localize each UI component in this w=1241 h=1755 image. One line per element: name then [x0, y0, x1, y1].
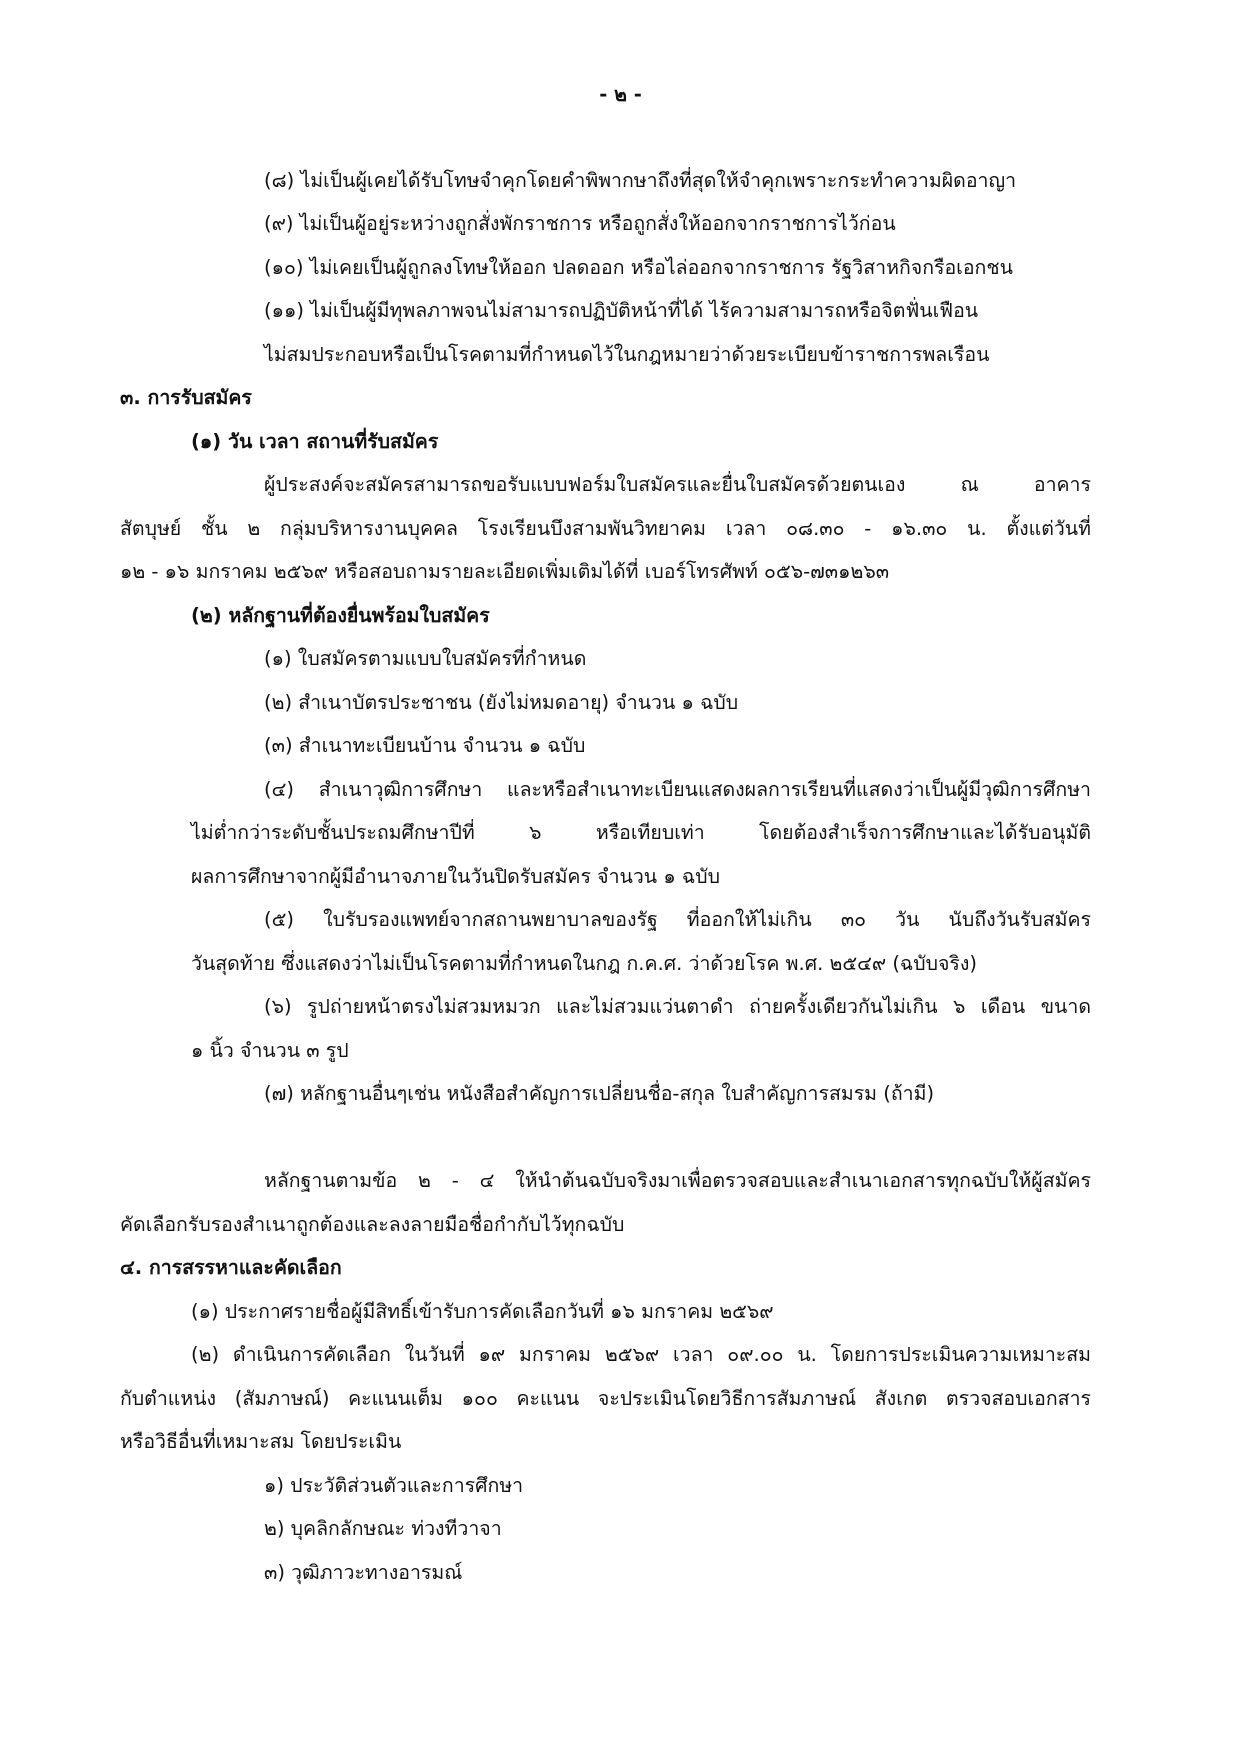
- qualification-item: (๑๐) ไม่เคยเป็นผู้ถูกลงโทษให้ออก ปลดออก หรือไล่ออกจากราชการ รัฐวิสาหกิจกรือเอกชน: [264, 256, 1013, 279]
- document-item: (๕) ใบรับรองแพทย์จากสถานพยาบาลของรัฐ ที่ออกให้ไม่เกิน ๓๐ วัน นับถึงวันรับสมัคร: [264, 908, 1091, 931]
- document-item-continuation: ไม่ต่ำกว่าระดับชั้นประถมศึกษาปีที่ ๖ หรือเทียบเท่า โดยต้องสำเร็จการศึกษาและได้รับอนุมัติ: [191, 821, 1091, 844]
- qualification-item: (๙) ไม่เป็นผู้อยู่ระหว่างถูกสั่งพักราชการ หรือถูกสั่งให้ออกจากราชการไว้ก่อน: [264, 212, 896, 235]
- document-item-continuation: ผลการศึกษาจากผู้มีอำนาจภายในวันปิดรับสมัคร จำนวน ๑ ฉบับ: [191, 865, 720, 888]
- document-item: (๒) สำเนาบัตรประชาชน (ยังไม่หมดอายุ) จำนวน ๑ ฉบับ: [264, 691, 739, 714]
- document-item: (๗) หลักฐานอื่นๆเช่น หนังสือสำคัญการเปลี่ยนชื่อ-สกุล ใบสำคัญการสมรม (ถ้ามี): [264, 1082, 935, 1105]
- document-item-continuation: วันสุดท้าย ซึ่งแสดงว่าไม่เป็นโรคตามที่กำหนดในกฎ ก.ค.ศ. ว่าด้วยโรค พ.ศ. ๒๕๔๙ (ฉบับจริง): [191, 952, 977, 975]
- document-item: (๔) สำเนาวุฒิการศึกษา และหรือสำเนาทะเบียนแสดงผลการเรียนที่แสดงว่าเป็นผู้มีวุฒิการศึกษา: [264, 778, 1091, 801]
- qualification-item: (๘) ไม่เป็นผู้เคยได้รับโทษจำคุกโดยคำพิพากษาถึงที่สุดให้จำคุกเพราะกระทำความผิดอาญา: [264, 169, 1017, 192]
- subsection-heading: (๒) หลักฐานที่ต้องยื่นพร้อมใบสมัคร: [191, 604, 490, 627]
- document-item: (๖) รูปถ่ายหน้าตรงไม่สวมหมวก และไม่สวมแว่นตาดำ ถ่ายครั้งเดียวกันไม่เกิน ๖ เดือน ขนาด: [264, 995, 1091, 1018]
- qualification-item: (๑๑) ไม่เป็นผู้มีทุพลภาพจนไม่สามารถปฏิบัติหน้าที่ได้ ไร้ความสามารถหรือจิตฟั่นเฟือน: [264, 299, 979, 322]
- subsection-heading: (๑) วัน เวลา สถานที่รับสมัคร: [191, 430, 439, 453]
- paragraph-line: ผู้ประสงค์จะสมัครสามารถขอรับแบบฟอร์มใบสมัครและยื่นใบสมัครด้วยตนเอง ณ อาคาร: [264, 473, 1091, 496]
- document-item: (๓) สำเนาทะเบียนบ้าน จำนวน ๑ ฉบับ: [264, 734, 586, 757]
- document-item-continuation: ๑ นิ้ว จำนวน ๓ รูป: [191, 1039, 349, 1062]
- page-number: - ๒ -: [599, 83, 642, 106]
- note-line: คัดเลือกรับรองสำเนาถูกต้องและลงลายมือชื่อกำกับไว้ทุกฉบับ: [120, 1213, 625, 1236]
- qualification-item-continuation: ไม่สมประกอบหรือเป็นโรคตามที่กำหนดไว้ในกฎหมายว่าด้วยระเบียบข้าราชการพลเรือน: [264, 343, 990, 366]
- paragraph-line: สัตบุษย์ ชั้น ๒ กลุ่มบริหารงานบุคคล โรงเรียนบึงสามพันวิทยาคม เวลา ๐๘.๓๐ - ๑๖.๓๐ น. ตั้งแต่วันที่: [120, 517, 1091, 540]
- selection-item-continuation: หรือวิธีอื่นที่เหมาะสม โดยประเมิน: [120, 1430, 402, 1453]
- selection-item: (๒) ดำเนินการคัดเลือก ในวันที่ ๑๙ มกราคม ๒๕๖๙ เวลา ๐๙.๐๐ น. โดยการประเมินความเหมาะสม: [191, 1343, 1091, 1366]
- criteria-item: ๓) วุฒิภาวะทางอารมณ์: [264, 1561, 463, 1584]
- selection-item: (๑) ประกาศรายชื่อผู้มีสิทธิ์เข้ารับการคัดเลือกวันที่ ๑๖ มกราคม ๒๕๖๙: [191, 1300, 774, 1323]
- note-line: หลักฐานตามข้อ ๒ - ๔ ให้นำต้นฉบับจริงมาเพื่อตรวจสอบและสำเนาเอกสารทุกฉบับให้ผู้สมัคร: [264, 1169, 1091, 1192]
- selection-item-continuation: กับตำแหน่ง (สัมภาษณ์) คะแนนเต็ม ๑๐๐ คะแนน จะประเมินโดยวิธีการสัมภาษณ์ สังเกต ตรวจสอบเอกสาร: [120, 1387, 1091, 1410]
- criteria-item: ๒) บุคลิกลักษณะ ท่วงทีวาจา: [264, 1517, 502, 1540]
- document-item: (๑) ใบสมัครตามแบบใบสมัครที่กำหนด: [264, 647, 587, 670]
- section-heading: ๓. การรับสมัคร: [120, 386, 252, 409]
- criteria-item: ๑) ประวัติส่วนตัวและการศึกษา: [264, 1474, 524, 1497]
- paragraph-line: ๑๒ - ๑๖ มกราคม ๒๕๖๙ หรือสอบถามรายละเอียดเพิ่มเติมได้ที่ เบอร์โทรศัพท์ ๐๕๖-๗๓๑๒๖๓: [120, 560, 890, 583]
- section-heading: ๔. การสรรหาและคัดเลือก: [120, 1256, 342, 1279]
